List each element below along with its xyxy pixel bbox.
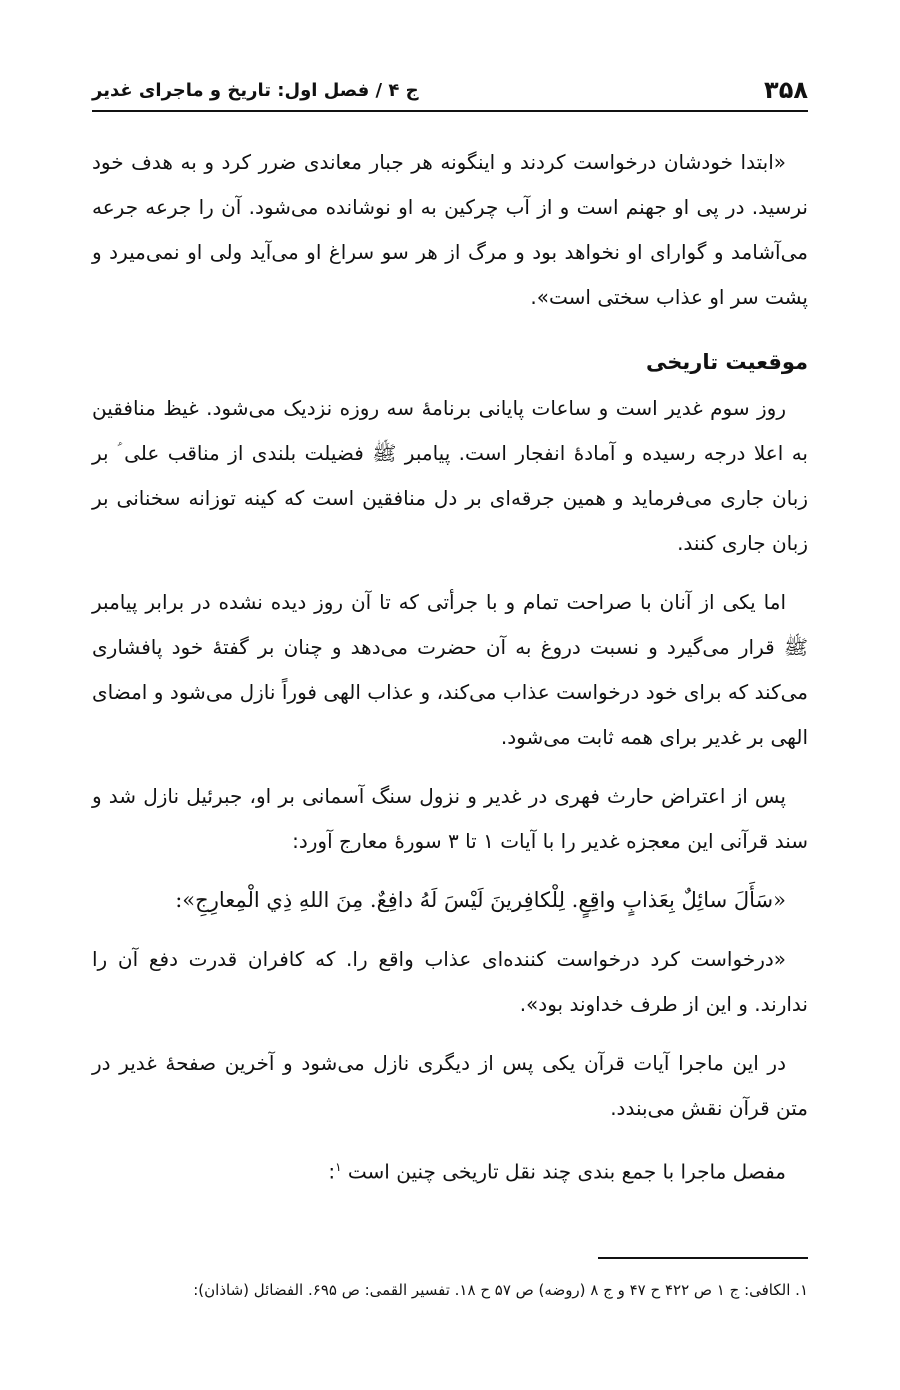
page-body — [92, 140, 808, 1195]
footnote-reference[interactable]: ۱ — [335, 1160, 342, 1174]
running-title: ج ۴ / فصل اول: تاریخ و ماجرای غدیر — [92, 79, 419, 101]
footnote-divider — [598, 1257, 808, 1259]
running-header — [92, 70, 808, 112]
body-paragraph — [92, 1145, 808, 1195]
quote-paragraph: «ابتدا خودشان درخواست کردند و اینگونه هر جبار معاندی ضرر کرد و به هدف خود نرسید. در پی او جهنم است و از آب چرکین به او نوشانده می‌شود. آن را جرعه جرعه می‌آشامد و گوارای او نخواهد بود و مرگ از هر سو سراغ او می‌آید ولی او نمی‌میرد و پشت سر او عذاب سختی است». — [92, 150, 808, 309]
body-paragraph: روز سوم غدیر است و ساعات پایانی برنامهٔ سه روزه نزدیک می‌شود. غیظ منافقین به اعلا درجه رسیده و آمادهٔ انفجار است. پیامبر ﷺ فضیلت بلندی از مناقب علی ؑ بر زبان جاری می‌فرماید و همین جرقه‌ای بر دل منافقین است که کینه توزانه سخنانی بر زبان جاری کنند. — [92, 396, 808, 555]
verse-translation: «درخواست کرد درخواست کننده‌ای عذاب واقع را. که کافران قدرت دفع آن را ندارند. و این از طرف خداوند بود». — [92, 947, 808, 1016]
closing-colon: : — [328, 1159, 336, 1184]
section-heading: موقعیت تاریخی — [645, 350, 808, 374]
quran-verse: «سَأَلَ سائِلٌ بِعَذابٍ واقِعٍ. لِلْكافِرينَ لَيْسَ لَهُ دافِعٌ. مِنَ اللهِ ذِي الْمِعارِجِ»: — [175, 888, 786, 912]
body-paragraph: اما یکی از آنان با صراحت تمام و با جرأتی که تا آن روز دیده نشده در برابر پیامبر ﷺ قرار می‌گیرد و نسبت دروغ به آن حضرت می‌دهد و چنان بر گفتهٔ خود پافشاری می‌کند که برای خود درخواست عذاب می‌کند، و عذاب الهی فوراً نازل می‌شود و امضای الهی بر غدیر برای همه ثابت می‌شود. — [92, 590, 808, 749]
page-number: ۳۵۸ — [764, 76, 808, 104]
body-paragraph: در این ماجرا آیات قرآن یکی پس از دیگری نازل می‌شود و آخرین صفحهٔ غدیر در متن قرآن نقش می‌بندد. — [92, 1051, 808, 1120]
closing-sentence: مفصل ماجرا با جمع بندی چند نقل تاریخی چنین است — [347, 1159, 786, 1184]
footnote: ۱. الکافی: ج ۱ ص ۴۲۲ ح ۴۷ و ج ۸ (روضه) ص ۵۷ ح ۱۸. تفسیر القمی: ص ۶۹۵. الفضائل (شاذان): — [193, 1281, 808, 1299]
body-paragraph: پس از اعتراض حارث فهری در غدیر و نزول سنگ آسمانی بر او، جبرئیل نازل شد و سند قرآنی این معجزه غدیر را با آیات ۱ تا ۳ سورهٔ معارج آورد: — [92, 784, 808, 853]
